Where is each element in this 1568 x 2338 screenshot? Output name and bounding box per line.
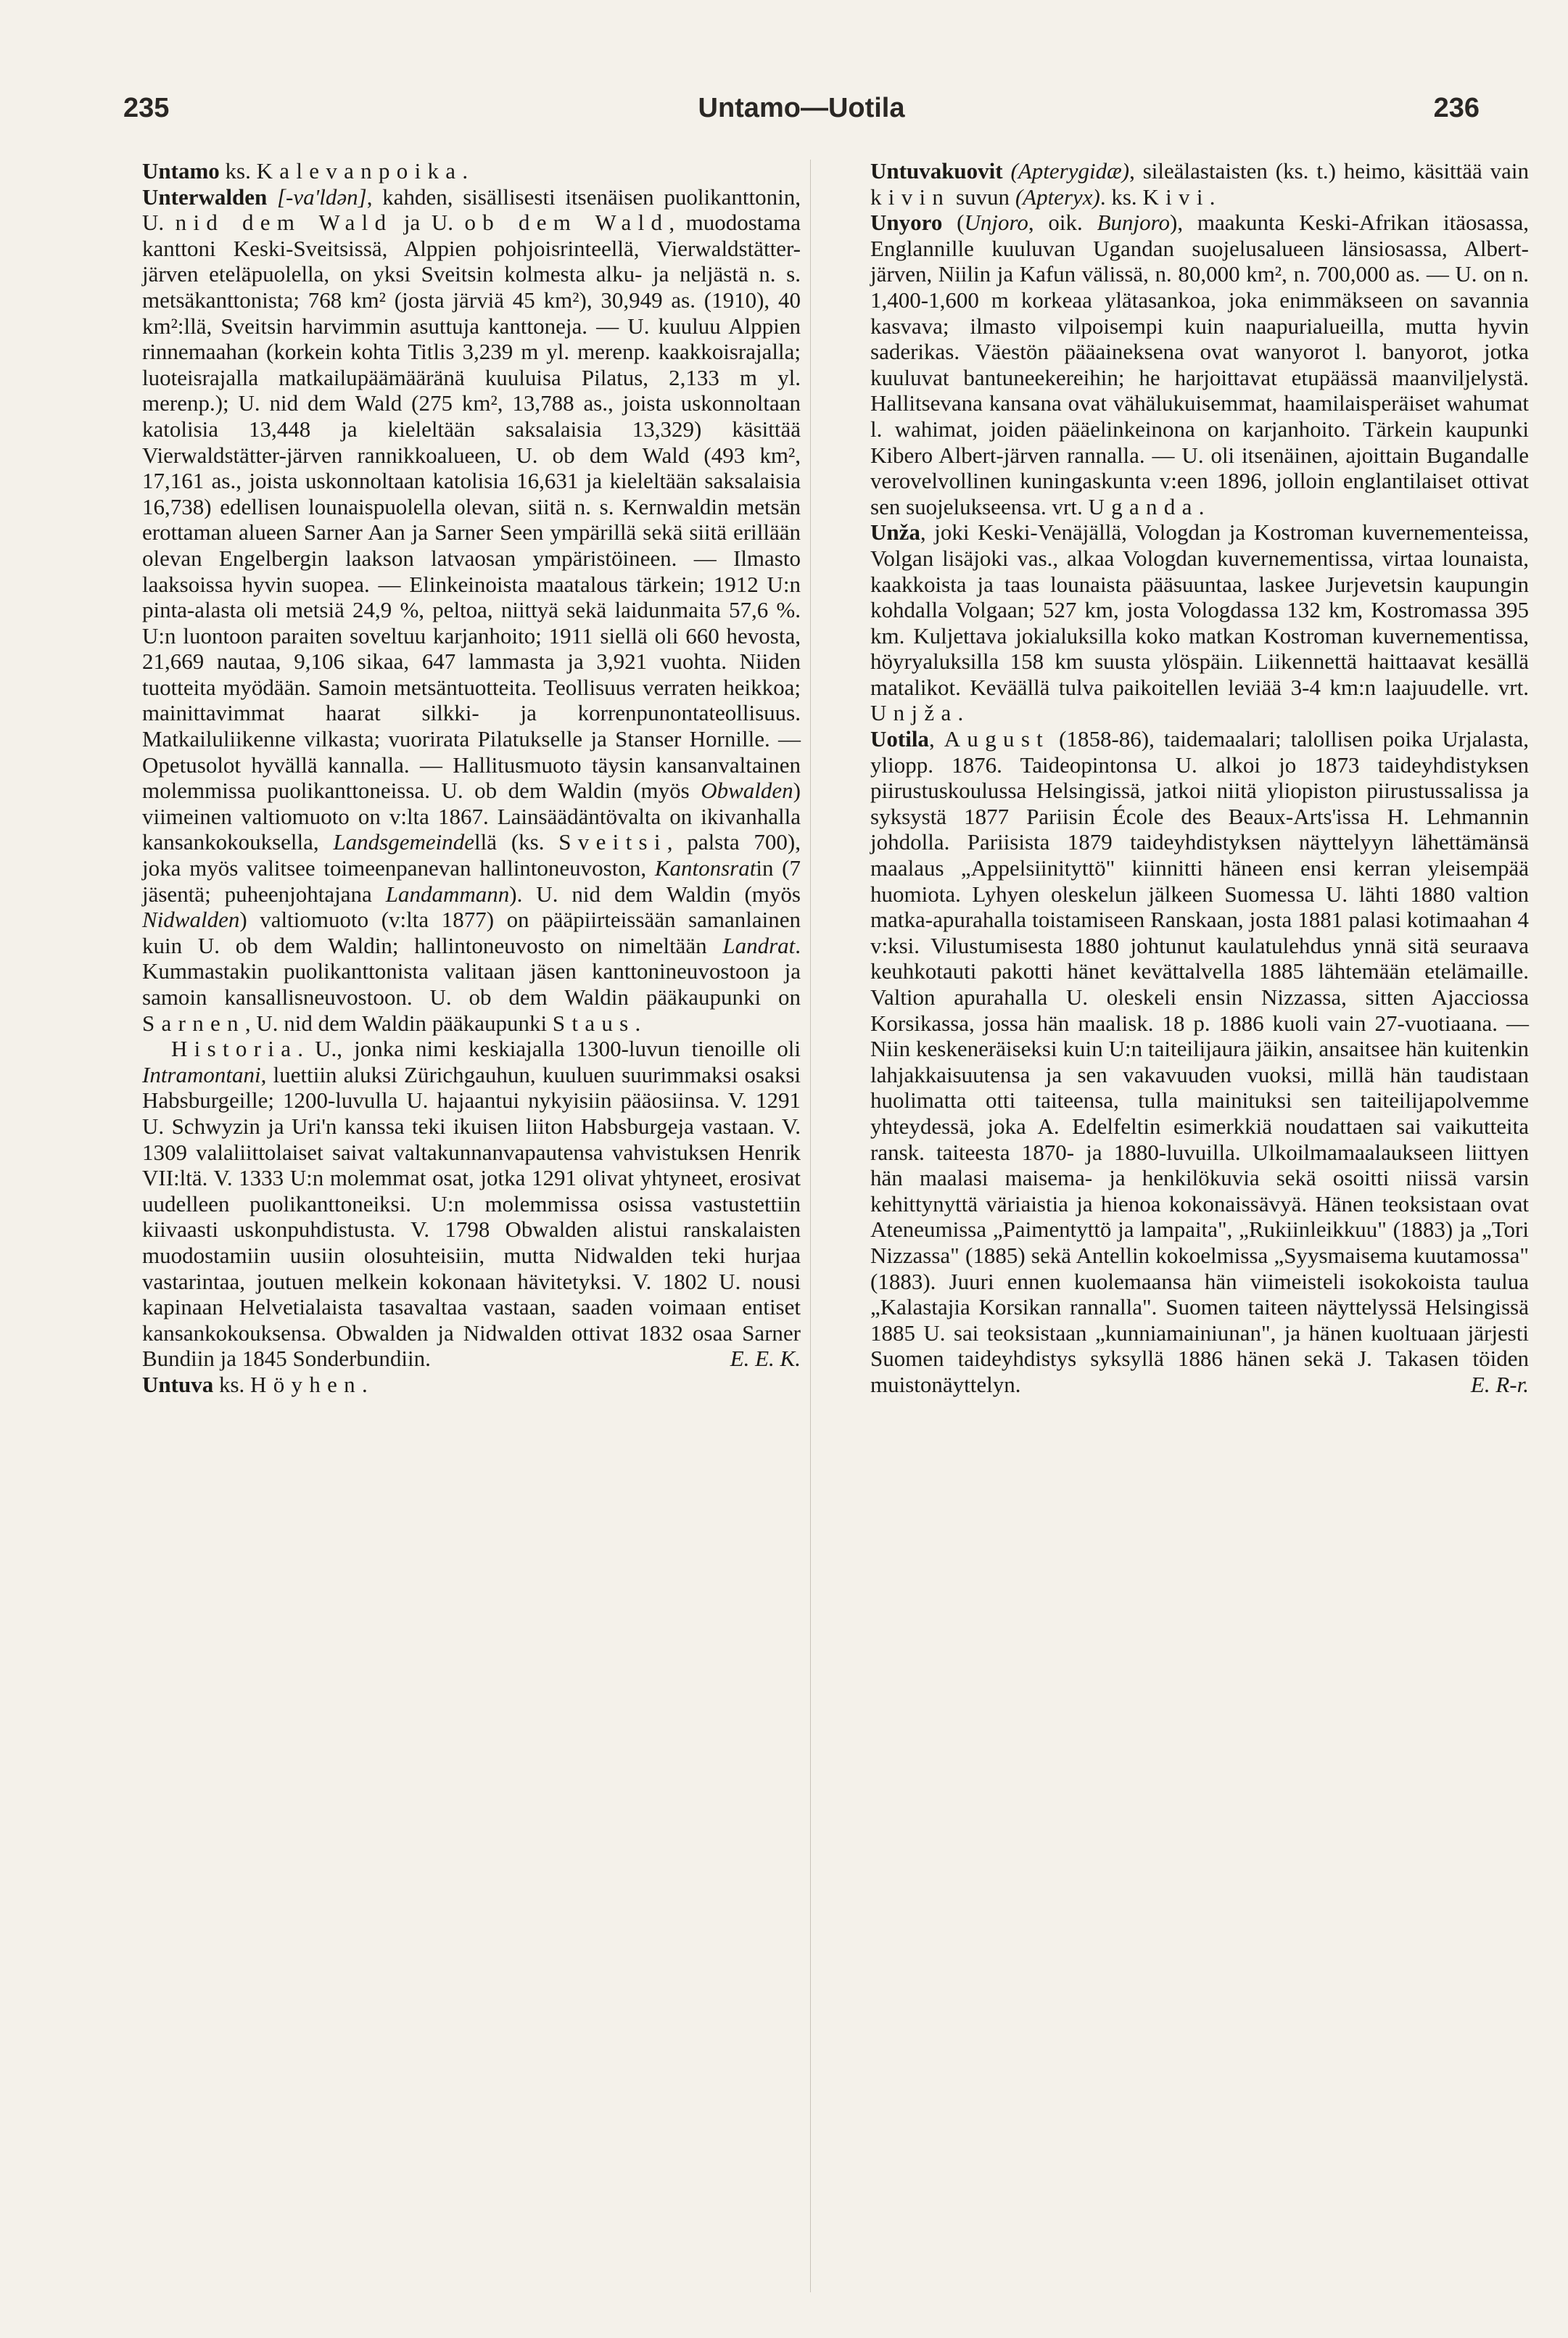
entry-uotila: Uotila, August (1858-86), taidemaalari; talollisen poika Urjalasta, yliopp. 1876. Taideopintonsa U. alkoi jo 1873 taideyhdistyksen piirustuskoulussa Helsingissä, jatkoi niitä yliopiston piirustussalissa ja syksystä 1877 Pariisin École des Beaux-Arts'issa H. Lehmannin johdolla. Pariisista 1879 taideyhdistyksen näyttelyyn lähettämänsä maalaus „Appelsiinityttö" kiinnitti häneen ensi kerran yleisempää huomiota. Lyhyen oleskelun jälkeen Suomessa U. lähti 1880 valtion matka-apurahalla toistamiseen Ranskaan, josta 1881 palasi kotimaahan 4 v:ksi. Vilustumisesta 1880 johtunut kaulatulehdus ynnä sitä seuraava keuhkotauti pakotti hänet kevättalvella 1885 lähtemään etelämaille. Valtion apurahalla U. oleskeli ensin Nizzassa, sitten Ajacciossa Korsikassa, jossa hän maalisk. 18 p. 1886 kuoli vain 27-vuotiaana. — Niin keskeneräiseksi kuin U:n taiteilijaura jäikin, ansaitsee hän kuitenkin lahjakkaisuutensa ja sen vakavuuden vuoksi, millä hän taudistaan huolimatta otti taiteensa, tulla mainituksi sen taiteilijapolvemme yhteydessä, joka A. Edelfeltin esimerkkiä noudattaen sai vaikutteita ransk. taiteesta 1870- ja 1880-luvuilla. Ulkoilmamaalaukseen liittyen hän maalasi maisema- ja henkilökuvia sekä osoitti niissä varsin kehittynyttä väriaistia ja hienoa kokonaissävyä. Hänen teoksistaan ovat Ateneumissa „Paimentyttö ja lampaita", „Rukiinleikkuu" (1883) ja „Tori Nizzassa" (1885) sekä Antellin kokoelmissa „Syysmaisema kuutamossa" (1883). Juuri ennen kuolemaansa hän viimeisteli isokokoista taulua „Kalastajia Korsikan rannalla". Suomen taiteen näyttelyssä Helsingissä 1885 U. sai teoksistaan „kunniamainiunan", ja hänen kuoltuaan järjesti Suomen taideyhdistys syksyllä 1886 hänen sekä J. Takasen töiden muistonäyttelyn. E. R-r.: [870, 726, 1529, 1397]
cross-reference: Kalevanpoika: [256, 158, 463, 184]
entry-unza: Unža, joki Keski-Venäjällä, Vologdan ja Kostroman kuvernementeissa, Volgan lisäjoki vas., alkaa Vologdan kuvernementissa, virtaa lounaista, kaakkoista ja taas lounaista pääsuuntaa, laskee Jurjevetsin kaupungin kohdalla Volgaan; 527 km, josta Vologdassa 132 km, Kostromassa 395 km. Kuljettava jokialuksilla koko matkan Kostroman kuvernementissa, höyryaluksilla 158 km suusta ylöspäin. Liikennettä haittaavat kesällä matalikot. Keväällä tulva paikoitellen leviää 3-4 km:n laajuudelle. vrt. Unjža.: [870, 519, 1529, 726]
right-column: [870, 158, 1529, 1398]
history-paragraph: Historia. U., jonka nimi keskiajalla 1300-luvun tienoille oli Intramontani, luettiin aluksi Zürichgauhun, kuuluen suurimmaksi osaksi Habsburgeille; 1200-luvulla U. hajaantui nykyisiin pääosiinsa. V. 1291 U. Schwyzin ja Uri'n kanssa teki ikuisen liiton Habsburgeja vastaan. V. 1309 valaliittolaiset saivat valtakunnanvapautensa vahvistuksen Henrik VII:ltä. V. 1333 U:n molemmat osat, jotka 1291 olivat yhtyneet, erosivat uudelleen puolikanttoneiksi. U:n molemmissa osissa vastustettiin kiivaasti uskonpuhdistusta. V. 1798 Obwalden alistui ranskalaisten muodostamiin uusiin olosuhteisiin, mutta Nidwalden teki hurjaa vastarintaa, joutuen melkein kokonaan hävitetyksi. V. 1802 U. nousi kapinaan Helvetialaista tasavaltaa vastaan, saaden voimaan entiset kansankokouksensa. Obwalden ja Nidwalden ottivat 1832 osaa Sarner Bundiin ja 1845 Sonderbundiin. E. E. K.: [142, 1036, 801, 1372]
pronunciation: [-va'ldən]: [267, 184, 367, 210]
page-number-right: 236: [1433, 93, 1480, 123]
entry-untamo: Untamo ks. Kalevanpoika.: [142, 158, 469, 184]
section-heading: Historia: [171, 1036, 298, 1062]
headword: Unyoro: [870, 210, 943, 236]
headword: Untuva: [142, 1371, 214, 1397]
headword: Unža: [870, 519, 920, 546]
author-signature: E. E. K.: [730, 1346, 801, 1372]
cross-reference: Uganda: [1088, 493, 1199, 519]
entry-unyoro: Unyoro (Unjoro, oik. Bunjoro), maakunta Keski-Afrikan itäosassa, Englannille kuuluvan Ugandan suojelusalueen länsiosassa, Albert-järven, Niilin ja Kafun välissä, n. 80,000 km², n. 700,000 as. — U. on n. 1,400-1,600 m korkeaa ylätasankoa, joka enimmäkseen on savannia kasvava; ilmasto vilpoisempi kuin naapurialueilla, mutta hyvin saderikas. Väestön pääaineksena ovat wanyorot l. banyorot, jotka kuuluvat bantuneekereihin; he harjoittavat etupäässä maanviljelystä. Hallitsevana kansana ovat vähälukuisemmat, haamilaisperäiset wahumat l. wahimat, joiden pääelinkeinona on karjanhoito. Tärkein kaupunki Kibero Albert-järven rannalla. — U. oli itsenäinen, ajoittain Bugandalle verovelvollinen kuningaskunta v:een 1896, jolloin englantilaiset ottivat sen suojelukseensa. vrt. Uganda.: [870, 210, 1529, 519]
cross-reference: Höyhen: [250, 1371, 362, 1397]
left-column: [142, 158, 801, 1398]
page-number-left: 235: [123, 93, 170, 123]
cross-reference: Sveitsi: [558, 829, 667, 855]
cross-reference: Kivi: [1142, 184, 1210, 210]
headword: Untamo: [142, 158, 220, 184]
entry-unterwalden: Unterwalden [-va'ldən], kahden, sisällisesti itsenäisen puolikanttonin, U. nid dem Wald ja U. ob dem Wald, muodostama kanttoni Keski-Sveitsissä, Alppien pohjoisrinteellä, Vierwaldstätter-järven eteläpuolella, on yksi Sveitsin kolmesta alku- ja neljästä n. s. metsäkanttonista; 768 km² (josta järviä 45 km²), 30,949 as. (1910), 40 km²:llä, Sveitsin harvimmin asuttuja kanttoneja. — U. kuuluu Alppien rinnemaahan (korkein kohta Titlis 3,239 m yl. merenp. kaakkoisrajalla; luoteisrajalla matkailupäämääränä kuuluisa Pilatus, 2,133 m yl. merenp.); U. nid dem Wald (275 km², 13,788 as., joista uskonnoltaan katolisia 13,448 ja kieleltään saksalaisia 13,329) käsittää Vierwaldstätter-järven rannikkoalueen, U. ob dem Wald (493 km², 17,161 as., joista uskonnoltaan katolisia 16,631 ja kieleltään saksalaisia 16,738) edellisen lounaispuolella olevan, siitä n. s. Kernwaldin metsän erottaman alueen Sarner Aan ja Sarner Seen ympärillä sekä siitä erillään olevan Engelbergin laakson latvaosan ympäristöineen. — Ilmasto laaksoissa hyvin suopea. — Elinkeinoista maatalous tärkein; 1912 U:n pinta-alasta oli metsiä 24,9 %, peltoa, niittyä sekä laidunmaita 57,6 %. U:n luontoon paraiten soveltuu karjanhoito; 1911 siellä oli 660 hevosta, 21,669 nautaa, 9,106 sikaa, 647 lammasta ja 3,921 vuohta. Niiden tuotteita myödään. Samoin metsäntuotteita. Teollisuus verraten heikkoa; mainittavimmat haarat silkki- ja korrenpunontateollisuus. Matkailuliikenne vilkasta; vuorirata Pilatukselle ja Stanser Hornille. — Opetusolot hyvällä kannalla. — Hallitusmuoto täysin kansanvaltainen molemmissa puolikanttoneissa. U. ob dem Waldin (myös Obwalden) viimeinen valtiomuoto on v:lta 1867. Lainsäädäntövalta on ikivanhalla kansankokouksella, Landsgemeindellä (ks. Sveitsi, palsta 700), joka myös valitsee toimeenpanevan hallintoneuvoston, Kantonsratin (7 jäsentä; puheenjohtajana Landammann). U. nid dem Waldin (myös Nidwalden) valtiomuoto (v:lta 1877) on pääpiirteissään samanlainen kuin U. ob dem Waldin; hallintoneuvosto on nimeltään Landrat. Kummastakin puolikanttonista valitaan jäsen kanttonineuvostoon ja samoin kansallisneuvostoon. U. ob dem Waldin pääkaupunki on Sarnen, U. nid dem Waldin pääkaupunki Staus.: [142, 184, 801, 1036]
page-header: [123, 93, 1480, 136]
headword: Unterwalden: [142, 184, 268, 210]
author-signature: E. R-r.: [1470, 1371, 1529, 1397]
headword: Uotila: [870, 726, 929, 752]
entry-untuva: Untuva ks. Höyhen.: [142, 1371, 368, 1397]
headword: Untuvakuovit: [870, 158, 1003, 184]
column-divider: [810, 160, 811, 2292]
entry-untuvakuovit: Untuvakuovit (Apterygidæ), sileälastaisten (ks. t.) heimo, käsittää vain kivin suvun (Apteryx). ks. Kivi.: [870, 158, 1529, 210]
cross-reference: Unjža: [870, 700, 958, 726]
running-title: Untamo—Uotila: [698, 93, 905, 123]
